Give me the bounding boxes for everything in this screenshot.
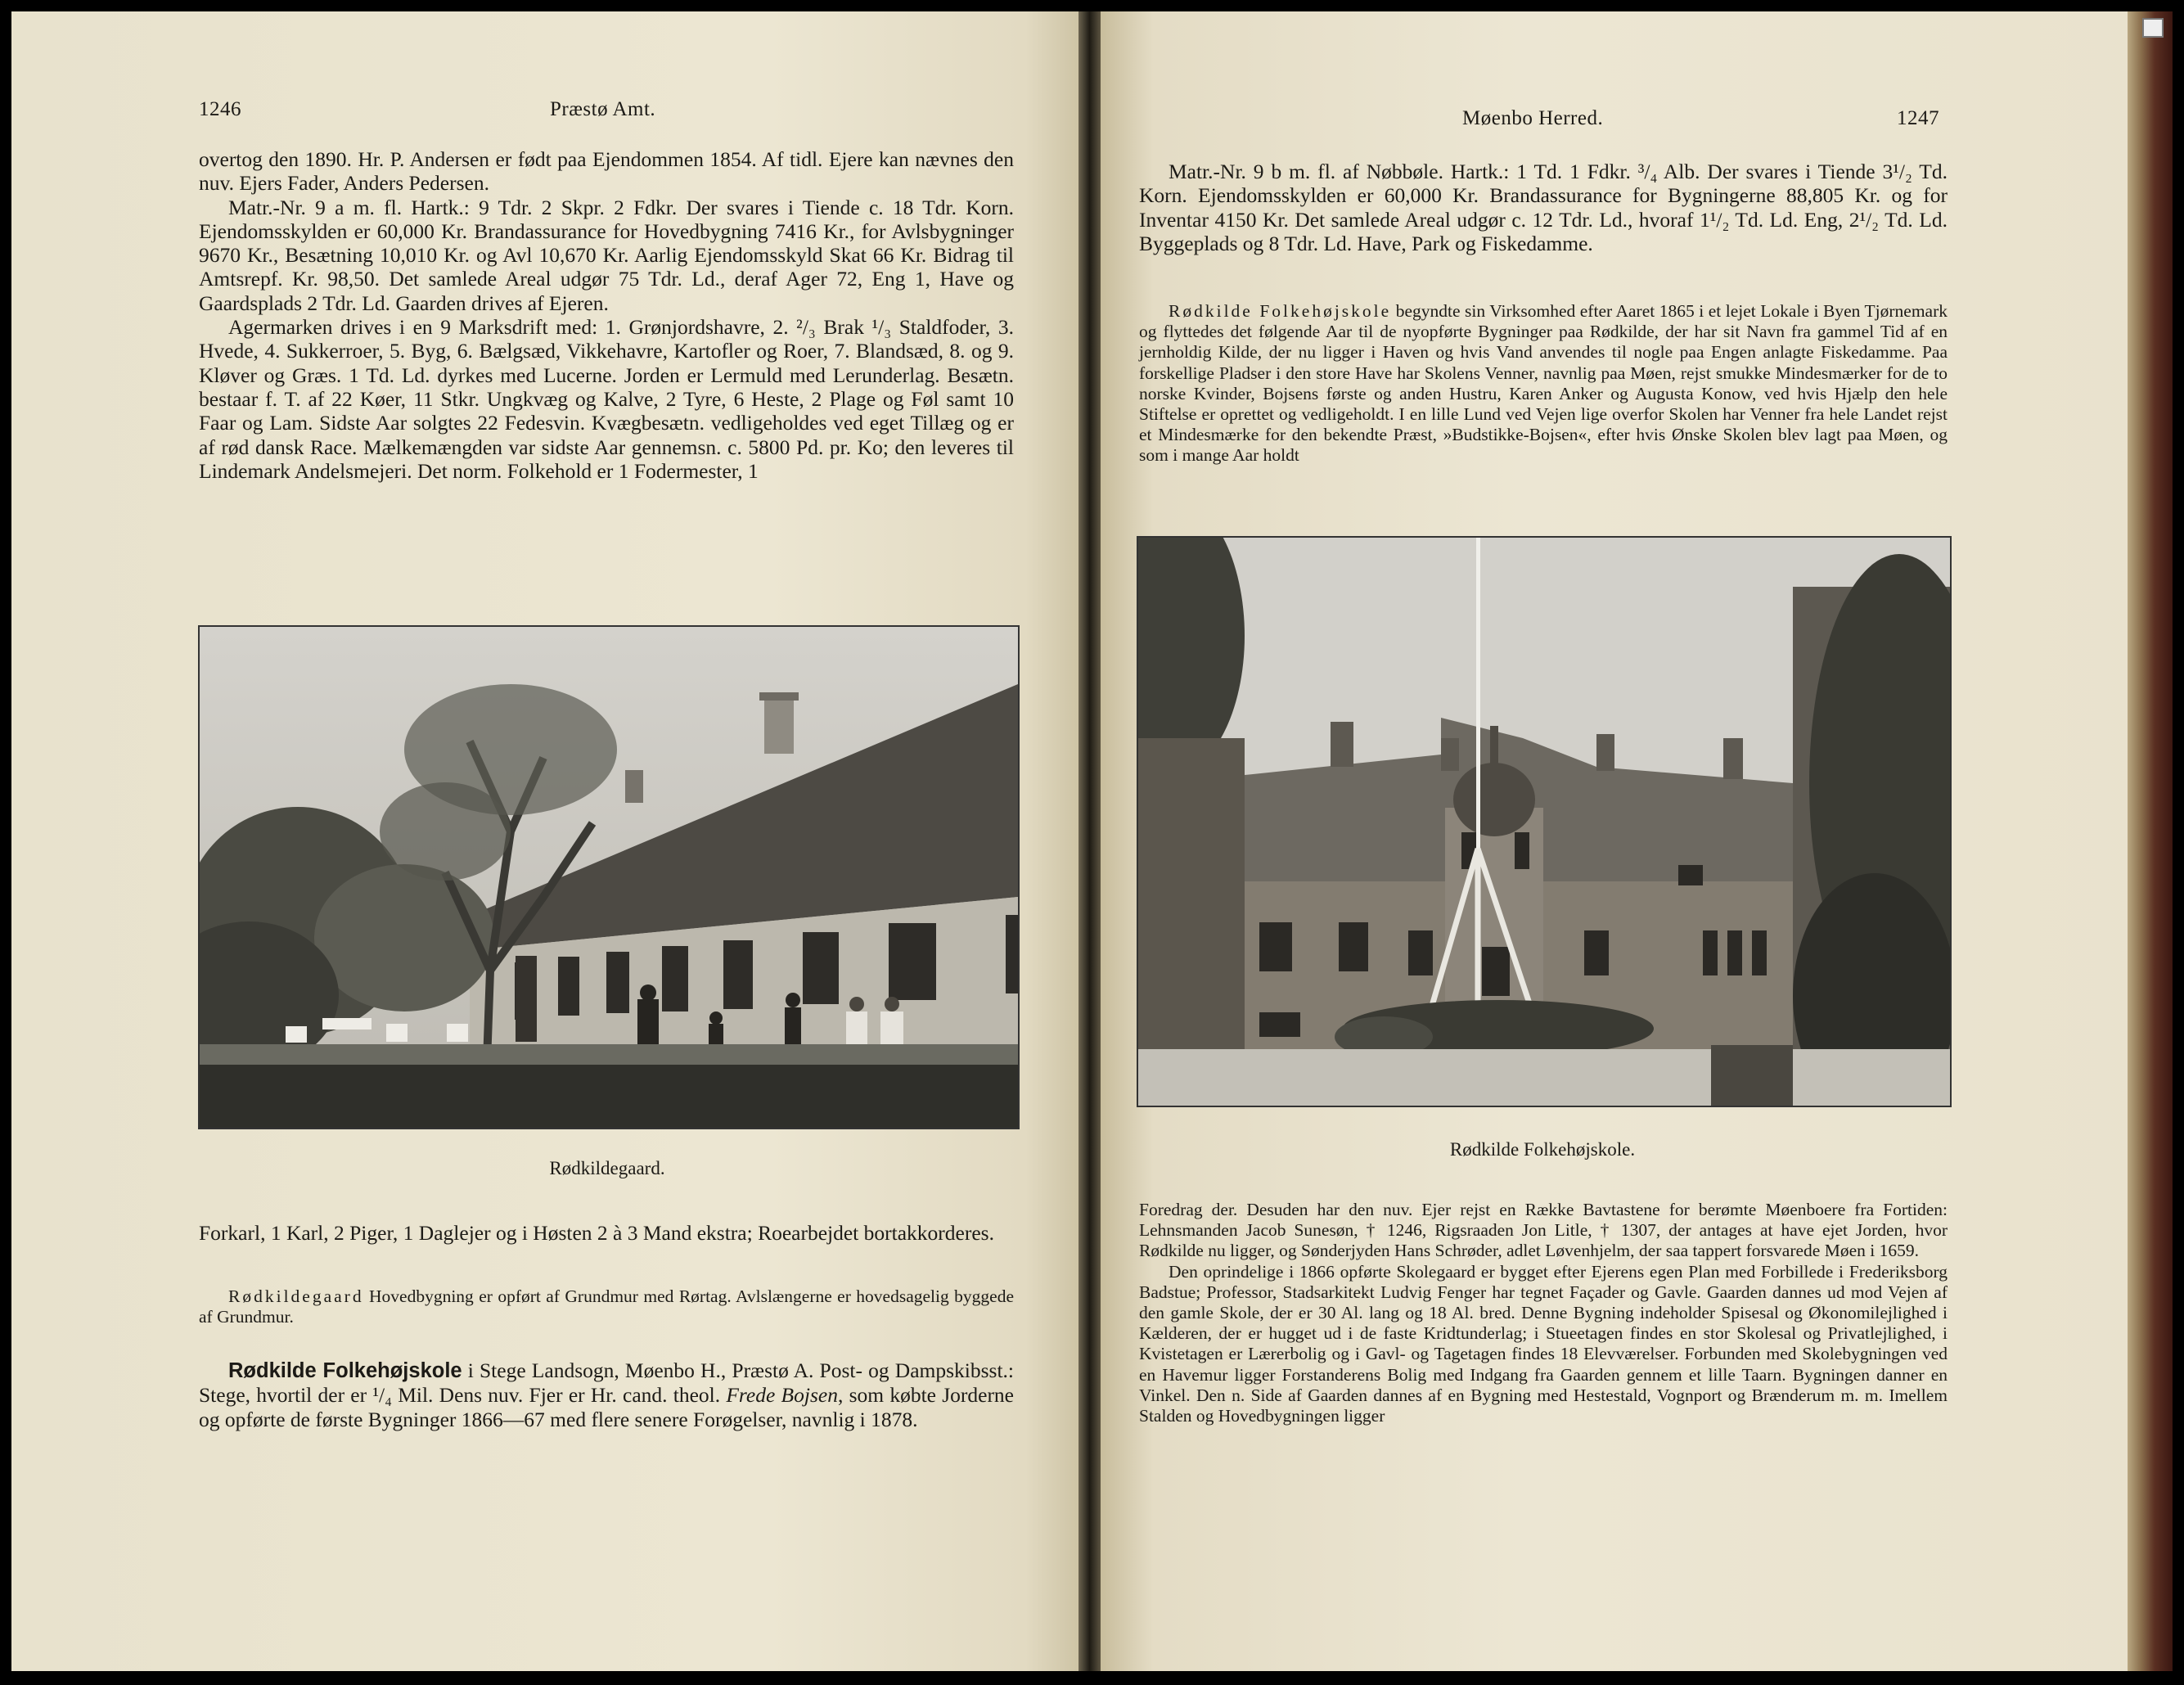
left-text-top xyxy=(199,147,1014,483)
paragraph: Matr.-Nr. 9 b m. fl. af Nøbbøle. Hartk.: 1 Td. 1 Fdkr. ³/₄ Alb. Der svares i Tiende 3¹/₂ Td. Korn. Ejendomsskylden er 60,000 Kr. Brandassurance for Bygningerne 88,805 Kr. og for Inventar 4150 Kr. Det samlede Areal udgør c. 12 Tdr. Ld., hvoraf 1¹/₂ Td. Ld. Eng, 2¹/₂ Td. Ld. Byggeplads og 8 Tdr. Ld. Have, Park og Fiskedamme. xyxy=(1139,160,1948,255)
left-page-number: 1246 xyxy=(199,98,241,120)
entry-owner: Frede Bojsen xyxy=(726,1383,838,1408)
spaced-term: Rødkildegaard xyxy=(228,1286,364,1306)
book-gutter xyxy=(1078,11,1101,1671)
book-cover-edge xyxy=(2128,11,2173,1671)
right-small-top xyxy=(1139,301,1948,466)
left-small-paragraph xyxy=(199,1286,1014,1327)
entry-text: , som købte Jorderne og opførte de første Bygninger 1866—67 med flere senere Forøgelser, navnlig i 1878. xyxy=(199,1383,1014,1431)
left-entry xyxy=(199,1358,1014,1431)
small-text: begyndte sin Virksomhed efter Aaret 1865 i et lejet Lokale i Byen Tjørnemark og flyttedes det følgende Aar til de nyopførte Bygninger paa Rødkilde, der har sit Navn fra gammel Tid af en jernholdig Kilde, der nu ligger i Haven og hvis Vand anvendes til nogle paa Engen anlagte Fiskedamme. Paa forskellige Pladser i den store Have har Skolens Venner, navnlig paa Møen, rejst smukke Mindesmærker for de to norske Kvinder, Bojsens første og anden Hustru, Karen Anker og Augusta Konow, ved hvis Hjælp den hele Stiftelse er oprettet og vedligeholdt. I en lille Lund ved Vejen lige overfor Skolen har Venner fra hele Landet rejst et Mindesmærke for den bekendte Præst, »Budstikke-Bojsen«, efter hvis Ønske Skolen blev lagt paa Møen, og som i mange Aar holdt xyxy=(1139,301,1948,466)
entry-heading: Rødkilde Folkehøjskole xyxy=(228,1359,462,1382)
paragraph: overtog den 1890. Hr. P. Andersen er født paa Ejendommen 1854. Af tidl. Ejere kan nævnes den nuv. Ejers Fader, Anders Pedersen. xyxy=(199,147,1014,196)
left-text-after-photo xyxy=(199,1221,1014,1245)
small-text: Hovedbygning er opført af Grundmur med Rørtag. Avlslængerne er hovedsagelig byggede af Grundmur. xyxy=(199,1286,1014,1327)
right-text-top xyxy=(1139,160,1948,255)
photo-rodkildegaard xyxy=(198,625,1020,1129)
left-photo-caption: Rødkildegaard. xyxy=(549,1158,665,1178)
right-page-number: 1247 xyxy=(1897,107,1939,129)
paragraph: Agermarken drives i en 9 Marksdrift med: 1. Grønjordshavre, 2. ²/₃ Brak ¹/₃ Staldfoder, 3. Hvede, 4. Sukkerroer, 5. Byg, 6. Bælgsæd, Vikkehavre, Kartofler og Roer, 7. Blandsæd, 8. og 9. Kløver og Græs. 1 Td. Ld. dyrkes med Lucerne. Jorden er Lermuld med Lerunderlag. Besætn. bestaar f. T. af 22 Køer, 11 Stkr. Ungkvæg og Kalve, 2 Tyre, 6 Heste, 2 Plage og Føl samt 10 Faar og Lam. Sidste Aar solgtes 22 Fedesvin. Kvægbesætn. vedligeholdes ved eget Tillæg og er af rød dansk Race. Mælkemængden var sidste Aar gennemsn. c. 5800 Pd. pr. Ko; den leveres til Lindemark Andelsmejeri. Det norm. Folkehold er 1 Fodermester, 1 xyxy=(199,315,1014,483)
paragraph: Matr.-Nr. 9 a m. fl. Hartk.: 9 Tdr. 2 Skpr. 2 Fdkr. Der svares i Tiende c. 18 Tdr. Korn. Ejendomsskylden er 60,000 Kr. Brandassurance for Hovedbygning 7416 Kr., for Avlsbygninger 9670 Kr., Besætning 10,010 Kr. og Avl 10,670 Kr. Aarlig Ejendomsskyld Skat 66 Kr. Bidrag til Amtsrepf. Kr. 98,50. Det samlede Areal udgør 75 Tdr. Ld., deraf Ager 72, Eng 1, Have og Gaardsplads 2 Tdr. Ld. Gaarden drives af Ejeren. xyxy=(199,195,1014,315)
right-small-bottom xyxy=(1139,1200,1948,1426)
right-photo-caption: Rødkilde Folkehøjskole. xyxy=(1449,1139,1636,1160)
paragraph: Den oprindelige i 1866 opførte Skolegaard er bygget efter Ejerens egen Plan med Forbillede i Frederiksborg Badstue; Professor, Stadsarkitekt Ludvig Fenger har tegnet Façader og Gavle. Gaarden dannes ud mod Vejen af den gamle Skole, der er 30 Al. lang og 18 Al. bred. Denne Bygning indeholder Spisesal og Økonomilejlighed i Kælderen, der er hugget ud i de faste Kridtunderlag; i Stueetagen findes en stor Skolesal og Privatlejlighed, i Kvistetagen er Lærerbolig og i Gavl- og Tagetagen findes 18 Elevværelser. Forbunden med Skolebygningen ved en Havemur ligger Forstanderens Bolig med Indgang fra Gaarden gennem et lille Taarn. Bygningen danner en Vinkel. Den n. Side af Gaarden dannes af en Bygning med Hestestald, Vognport og Brænderum m. m. Imellem Stalden og Hovedbygningen ligger xyxy=(1139,1261,1948,1426)
entry-text: i Stege Landsogn, Møenbo H., Præstø A. Post- og Dampskibsst.: Stege, hvortil der er ¹/₄ Mil. Dens nuv. Fjer er Hr. cand. theol. xyxy=(199,1358,1014,1408)
photo-rodkilde-folkehojskole xyxy=(1137,536,1952,1107)
scan-target-mark xyxy=(2142,18,2164,38)
paragraph: Foredrag der. Desuden har den nuv. Ejer rejst en Række Bavtastene for berømte Møenboere fra Fortiden: Lehnsmanden Jacob Sunesøn, † 1246, Rigsraaden Jon Litle, † 1307, der antages at have ejet Jorden, hvor Rødkilde nu ligger, og Sønderjyden Hans Schrøder, adlet Løvenhjelm, der saa tappert forsvarede Møen i 1659. xyxy=(1139,1200,1948,1261)
paragraph: Forkarl, 1 Karl, 2 Piger, 1 Daglejer og i Høsten 2 à 3 Mand ekstra; Roearbejdet bortakkorderes. xyxy=(199,1221,994,1245)
spaced-term: Rødkilde Folkehøjskole xyxy=(1169,301,1392,321)
left-running-head: Præstø Amt. xyxy=(550,98,656,120)
right-running-head: Møenbo Herred. xyxy=(1462,107,1604,129)
